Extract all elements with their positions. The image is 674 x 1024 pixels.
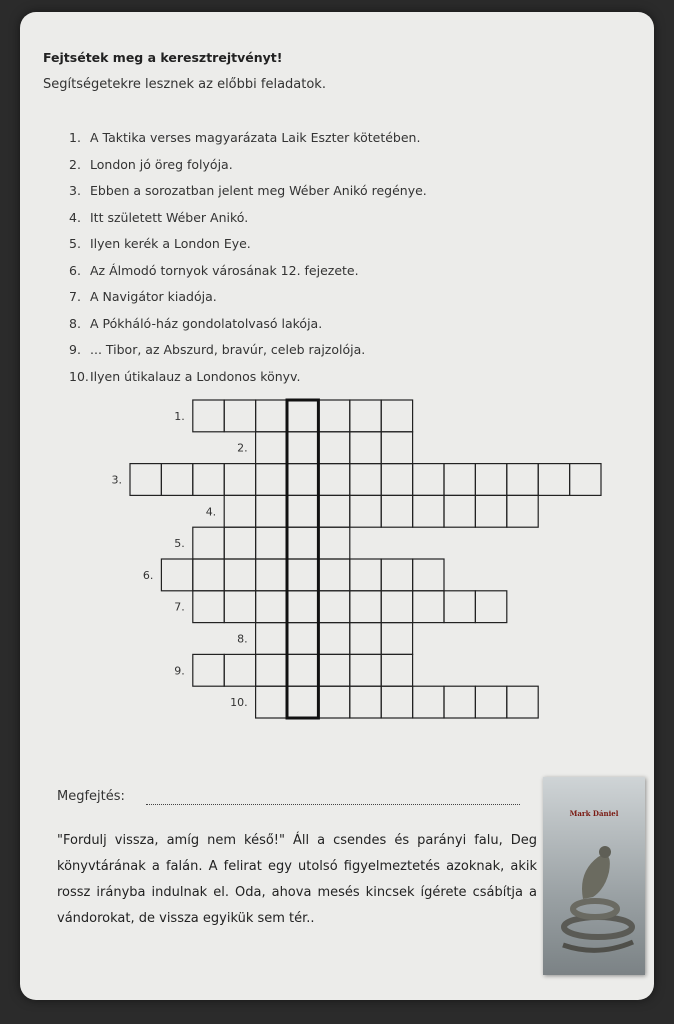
solution-label: Megfejtés: bbox=[57, 789, 125, 804]
crossword-cell[interactable] bbox=[350, 623, 381, 655]
crossword-cell[interactable] bbox=[318, 400, 349, 432]
page-title: Fejtsétek meg a keresztrejtvényt! bbox=[43, 50, 283, 65]
creature-head bbox=[599, 846, 611, 858]
clue-text: Itt született Wéber Anikó. bbox=[90, 209, 249, 225]
crossword-cell[interactable] bbox=[475, 591, 506, 623]
crossword-cell[interactable] bbox=[538, 464, 569, 496]
crossword-cell[interactable] bbox=[256, 464, 287, 496]
worksheet-page bbox=[20, 12, 654, 1000]
crossword-cell[interactable] bbox=[413, 559, 444, 591]
clue-list bbox=[69, 125, 427, 390]
clue-item bbox=[69, 152, 427, 179]
crossword-cell[interactable] bbox=[193, 559, 224, 591]
crossword-cell[interactable] bbox=[287, 591, 318, 623]
clue-text: Ebben a sorozatban jelent meg Wéber Anikó regénye. bbox=[90, 183, 427, 198]
crossword-cell[interactable] bbox=[256, 654, 287, 686]
crossword-cell[interactable] bbox=[381, 432, 412, 464]
row-label: 7. bbox=[174, 600, 185, 614]
serpent-coil bbox=[573, 901, 617, 917]
crossword-cell[interactable] bbox=[193, 464, 224, 496]
row-label: 10. bbox=[230, 696, 248, 710]
clue-number: 3. bbox=[69, 183, 81, 198]
book-cover-art bbox=[543, 777, 645, 975]
book-teaser: "Fordulj vissza, amíg nem késő!" Áll a csendes és parányi falu, Deg könyvtárának a falán. A felirat egy utolsó figyelmeztetés azoknak, akik rossz irányba indulnak el. Oda, ahova mesés kincsek ígérete csábítja a vándorokat, de vissza egyikük sem tér.. bbox=[57, 833, 537, 926]
crossword-cell[interactable] bbox=[570, 464, 601, 496]
crossword-cell[interactable] bbox=[350, 464, 381, 496]
crossword-cell[interactable] bbox=[381, 686, 412, 718]
clue-text: Ilyen útikalauz a Londonos könyv. bbox=[90, 368, 301, 384]
row-label: 1. bbox=[174, 409, 185, 423]
crossword-cell[interactable] bbox=[381, 464, 412, 496]
crossword-cell[interactable] bbox=[444, 686, 475, 718]
crossword-cell[interactable] bbox=[318, 654, 349, 686]
crossword-cell[interactable] bbox=[350, 686, 381, 718]
row-label: 2. bbox=[237, 441, 248, 455]
book-author: Mark Dániel bbox=[569, 809, 619, 818]
clue-number: 2. bbox=[69, 156, 81, 172]
crossword-cell[interactable] bbox=[318, 527, 349, 559]
crossword-cell[interactable] bbox=[256, 686, 287, 718]
crossword-cell[interactable] bbox=[287, 464, 318, 496]
crossword-cell[interactable] bbox=[287, 623, 318, 655]
clue-item bbox=[69, 258, 427, 285]
book-cover-image bbox=[543, 777, 645, 975]
crossword-cell[interactable] bbox=[224, 654, 255, 686]
row-label: 5. bbox=[174, 537, 185, 551]
clue-number: 9. bbox=[69, 342, 81, 357]
crossword-cell[interactable] bbox=[287, 654, 318, 686]
crossword-cell[interactable] bbox=[224, 400, 255, 432]
row-label: 3. bbox=[111, 473, 122, 487]
crossword-cell[interactable] bbox=[256, 400, 287, 432]
clue-item bbox=[69, 205, 427, 232]
clue-text: A Taktika verses magyarázata Laik Eszter kötetében. bbox=[90, 130, 421, 145]
solution-answer-line[interactable] bbox=[146, 804, 520, 805]
crossword-cell[interactable] bbox=[444, 495, 475, 527]
clue-item bbox=[69, 337, 427, 364]
row-label: 6. bbox=[142, 568, 154, 582]
crossword-cell[interactable] bbox=[287, 495, 318, 527]
crossword-cell[interactable] bbox=[350, 559, 381, 591]
clue-text: A Navigátor kiadója. bbox=[90, 289, 217, 304]
crossword-cell[interactable] bbox=[193, 527, 224, 559]
crossword-cell[interactable] bbox=[193, 591, 224, 623]
crossword-cell[interactable] bbox=[318, 686, 349, 718]
crossword-cell[interactable] bbox=[224, 559, 255, 591]
clue-text: London jó öreg folyója. bbox=[90, 156, 233, 172]
crossword-cell[interactable] bbox=[287, 432, 318, 464]
row-label: 8. bbox=[237, 632, 248, 646]
crossword-cell[interactable] bbox=[507, 495, 538, 527]
clue-text: Ilyen kerék a London Eye. bbox=[90, 236, 251, 251]
serpent-coil bbox=[564, 917, 632, 937]
crossword-cell[interactable] bbox=[287, 559, 318, 591]
crossword-cell[interactable] bbox=[507, 464, 538, 496]
page-subtitle: Segítségetekre lesznek az előbbi feladatok. bbox=[43, 77, 326, 92]
crossword-cell[interactable] bbox=[318, 623, 349, 655]
crossword-cell[interactable] bbox=[256, 495, 287, 527]
crossword-cell[interactable] bbox=[350, 591, 381, 623]
serpent-tail bbox=[563, 942, 633, 950]
creature-figure bbox=[582, 855, 610, 899]
clue-item bbox=[69, 178, 427, 205]
crossword-cell[interactable] bbox=[381, 400, 412, 432]
row-label: 9. bbox=[174, 664, 185, 678]
crossword-cell[interactable] bbox=[381, 654, 412, 686]
crossword-cell[interactable] bbox=[224, 591, 255, 623]
clue-number: 4. bbox=[69, 209, 81, 225]
crossword-cell[interactable] bbox=[287, 686, 318, 718]
crossword-cell[interactable] bbox=[161, 559, 192, 591]
crossword-cell[interactable] bbox=[350, 432, 381, 464]
crossword-cell[interactable] bbox=[318, 559, 349, 591]
crossword-cell[interactable] bbox=[224, 495, 255, 527]
crossword-cell[interactable] bbox=[475, 495, 506, 527]
clue-item bbox=[69, 125, 427, 152]
crossword-cell[interactable] bbox=[444, 464, 475, 496]
crossword-cell[interactable] bbox=[224, 464, 255, 496]
clue-number: 1. bbox=[69, 130, 81, 145]
clue-number: 8. bbox=[69, 315, 81, 331]
crossword-cell[interactable] bbox=[256, 559, 287, 591]
crossword-cell[interactable] bbox=[350, 400, 381, 432]
crossword-cell[interactable] bbox=[256, 432, 287, 464]
crossword-cell[interactable] bbox=[444, 591, 475, 623]
crossword-cell[interactable] bbox=[256, 591, 287, 623]
clue-number: 6. bbox=[69, 262, 81, 278]
crossword-cell[interactable] bbox=[413, 495, 444, 527]
clue-text: ... Tibor, az Abszurd, bravúr, celeb rajzolója. bbox=[90, 342, 366, 357]
crossword-cell[interactable] bbox=[507, 686, 538, 718]
crossword-cell[interactable] bbox=[318, 495, 349, 527]
crossword-cell[interactable] bbox=[318, 591, 349, 623]
clue-item bbox=[69, 311, 427, 338]
crossword-cell[interactable] bbox=[350, 654, 381, 686]
clue-text: Az Álmodó tornyok városának 12. fejezete. bbox=[90, 262, 359, 278]
clue-item bbox=[69, 231, 427, 258]
crossword-cell[interactable] bbox=[256, 527, 287, 559]
crossword-cell[interactable] bbox=[161, 464, 192, 496]
crossword-cell[interactable] bbox=[256, 623, 287, 655]
crossword-cell[interactable] bbox=[381, 495, 412, 527]
crossword-cell[interactable] bbox=[350, 495, 381, 527]
crossword-cell[interactable] bbox=[287, 400, 318, 432]
crossword-cell[interactable] bbox=[130, 464, 161, 496]
crossword-cell[interactable] bbox=[318, 432, 349, 464]
crossword-cell[interactable] bbox=[413, 686, 444, 718]
crossword-cell[interactable] bbox=[381, 559, 412, 591]
crossword-cell[interactable] bbox=[413, 591, 444, 623]
crossword-cell[interactable] bbox=[381, 623, 412, 655]
clue-item bbox=[69, 364, 427, 391]
row-label: 4. bbox=[205, 505, 217, 519]
clue-text: A Pókháló-ház gondolatolvasó lakója. bbox=[90, 315, 323, 331]
crossword-cell[interactable] bbox=[193, 400, 224, 432]
clue-item bbox=[69, 284, 427, 311]
crossword-cell[interactable] bbox=[193, 654, 224, 686]
crossword-cell[interactable] bbox=[287, 527, 318, 559]
crossword-cell[interactable] bbox=[318, 464, 349, 496]
crossword-cell[interactable] bbox=[475, 464, 506, 496]
crossword-cell[interactable] bbox=[381, 591, 412, 623]
crossword-cell[interactable] bbox=[475, 686, 506, 718]
clue-number: 10. bbox=[69, 368, 89, 384]
clue-number: 7. bbox=[69, 289, 81, 304]
crossword-cell[interactable] bbox=[224, 527, 255, 559]
crossword-cell[interactable] bbox=[413, 464, 444, 496]
clue-number: 5. bbox=[69, 236, 81, 251]
